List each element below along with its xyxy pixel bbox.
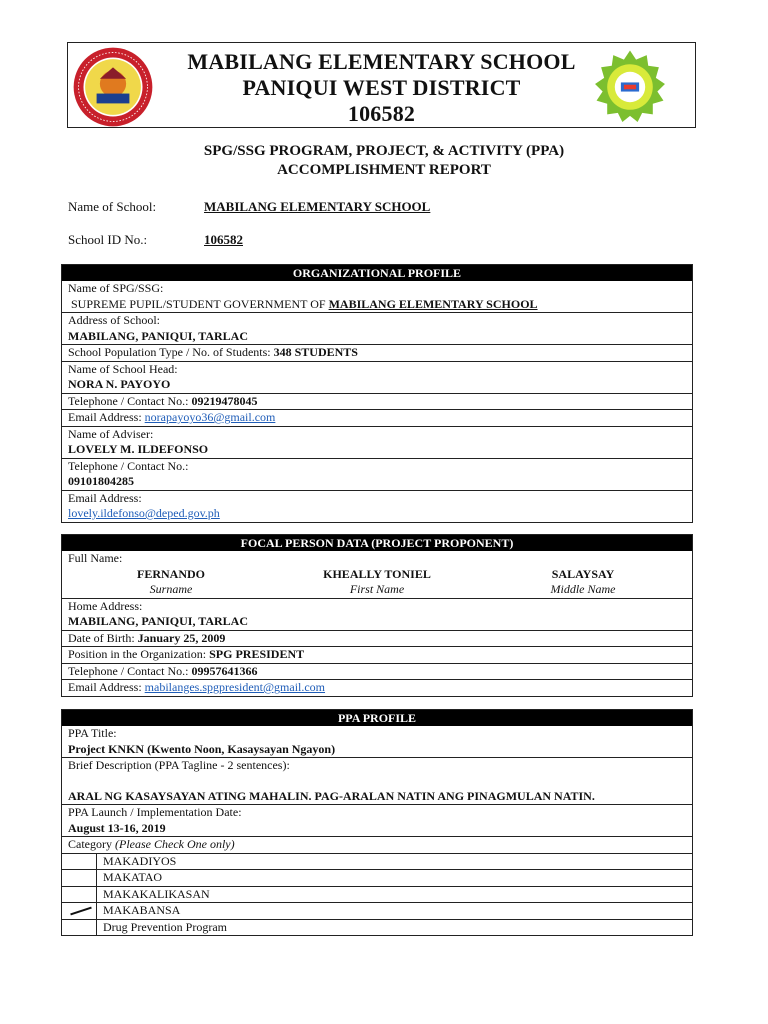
school-id-value: 106582 <box>204 232 243 247</box>
ppa-description-label-a: Brief Description ( <box>68 758 159 772</box>
adviser-email-label: Email Address: <box>68 490 142 505</box>
head-phone-row <box>62 393 692 410</box>
ppa-launch-value: August 13-16, 2019 <box>68 820 166 835</box>
adviser-phone-value: 09101804285 <box>68 474 134 488</box>
school-id-heading: 106582 <box>347 101 416 126</box>
home-address-row <box>62 598 692 630</box>
home-address-label: Home Address: <box>68 598 143 613</box>
category-checkbox[interactable] <box>62 903 97 919</box>
school-head-label: Name of School Head: <box>68 361 178 376</box>
category-label-text: MAKADIYOS <box>103 853 177 868</box>
category-checkbox[interactable] <box>62 920 97 936</box>
adviser-email-row <box>62 490 692 522</box>
organizational-profile-table <box>61 264 693 523</box>
adviser-label: Name of Adviser: <box>68 426 154 441</box>
category-checkbox[interactable] <box>62 854 97 870</box>
ppa-profile-table <box>61 709 693 936</box>
school-head-value: NORA N. PAYOYO <box>68 377 171 391</box>
full-name-row <box>62 551 692 598</box>
focal-phone-label: Telephone / Contact No.: <box>68 663 189 678</box>
position-value: SPG PRESIDENT <box>209 647 305 661</box>
adviser-row <box>62 426 692 458</box>
category-hint: (Please Check One only) <box>115 837 235 851</box>
position-label: Position in the Organization: <box>68 647 207 661</box>
school-name-label: Name of School: <box>68 199 157 214</box>
position-row <box>62 646 692 663</box>
head-phone-value: 09219478045 <box>191 393 258 408</box>
category-list <box>62 853 692 936</box>
spg-name-label: Name of SPG/SSG: <box>68 281 164 295</box>
category-label-text: MAKABANSA <box>103 903 181 917</box>
school-address-value: MABILANG, PANIQUI, TARLAC <box>68 328 249 343</box>
category-row <box>62 836 692 853</box>
focal-person-table <box>61 534 693 697</box>
middle-name-value: SALAYSAY <box>551 566 615 581</box>
report-title-line1: SPG/SSG PROGRAM, PROJECT, & ACTIVITY (PPA) <box>203 143 565 159</box>
ppa-launch-row <box>62 804 692 836</box>
focal-email-link[interactable]: mabilanges.spgpresident@gmail.com <box>144 680 326 694</box>
ppa-title-value: Project KNKN (Kwento Noon, Kasaysayan Ngayon) <box>68 741 336 756</box>
school-id-label: School ID No.: <box>68 232 148 247</box>
first-name-caption: First Name <box>349 582 405 596</box>
population-label: School Population Type / No. of Students: <box>68 345 271 359</box>
category-item <box>62 853 692 870</box>
category-item <box>62 886 692 903</box>
focal-phone-value: 09957641366 <box>191 663 258 678</box>
dob-value: January 25, 2009 <box>137 630 226 645</box>
ppa-launch-label: PPA Launch / Implementation Date: <box>68 805 242 819</box>
head-email-label: Email Address: <box>68 410 142 424</box>
adviser-phone-label: Telephone / Contact No.: <box>68 458 189 473</box>
spg-name-row <box>62 281 692 312</box>
focal-email-row <box>62 679 692 696</box>
school-address-row <box>62 312 692 344</box>
ppa-description-row <box>62 757 692 804</box>
ppa-title-row <box>62 726 692 757</box>
head-email-row <box>62 409 692 426</box>
population-row <box>62 344 692 361</box>
adviser-email-link[interactable]: lovely.ildefonso@deped.gov.ph <box>68 506 220 520</box>
ppa-description-value: ARAL NG KASAYSAYAN ATING MAHALIN. PAG-ARALAN NATIN ANG PINAGMULAN NATIN. <box>68 788 595 803</box>
first-name-value: KHEALLY TONIEL <box>323 566 431 581</box>
ppa-profile-heading: PPA PROFILE <box>62 710 692 726</box>
category-label: Category <box>68 837 112 851</box>
dob-label: Date of Birth: <box>68 630 135 645</box>
school-name-value: MABILANG ELEMENTARY SCHOOL <box>204 199 431 214</box>
category-label-text: MAKAKALIKASAN <box>103 886 210 901</box>
focal-email-label: Email Address: <box>68 680 142 694</box>
check-mark-icon <box>70 907 92 916</box>
school-name-heading: MABILANG ELEMENTARY SCHOOL <box>187 49 576 74</box>
school-head-row <box>62 361 692 393</box>
org-profile-heading: ORGANIZATIONAL PROFILE <box>62 265 692 281</box>
focal-phone-row <box>62 663 692 680</box>
school-address-label: Address of School: <box>68 313 160 327</box>
district-heading: PANIQUI WEST DISTRICT <box>242 75 521 100</box>
head-phone-label: Telephone / Contact No.: <box>68 393 189 408</box>
category-item <box>62 902 692 919</box>
middle-name-caption: Middle Name <box>550 582 616 596</box>
full-name-label: Full Name: <box>68 551 123 565</box>
dob-row <box>62 630 692 647</box>
surname-caption: Surname <box>149 582 193 596</box>
ppa-description-label-b: PPA Tagline - 2 sentences): <box>158 758 290 772</box>
deped-seal-icon <box>592 49 668 125</box>
head-email-link[interactable]: norapayoyo36@gmail.com <box>144 410 276 424</box>
category-item <box>62 869 692 886</box>
category-item <box>62 919 692 936</box>
report-title-line2: ACCOMPLISHMENT REPORT <box>277 162 491 178</box>
focal-person-heading: FOCAL PERSON DATA (PROJECT PROPONENT) <box>62 535 692 551</box>
category-checkbox[interactable] <box>62 887 97 903</box>
adviser-value: LOVELY M. ILDEFONSO <box>68 442 209 456</box>
adviser-phone-row <box>62 458 692 490</box>
spg-name-prefix: SUPREME PUPIL/STUDENT GOVERNMENT OF <box>71 296 326 311</box>
category-label-text: Drug Prevention Program <box>103 919 227 934</box>
school-header <box>67 42 696 128</box>
category-checkbox[interactable] <box>62 870 97 886</box>
surname-value: FERNANDO <box>137 566 205 581</box>
ppa-title-label: PPA Title: <box>68 726 117 740</box>
population-value: 348 STUDENTS <box>273 345 358 359</box>
spg-name-school: MABILANG ELEMENTARY SCHOOL <box>328 296 538 311</box>
home-address-value: MABILANG, PANIQUI, TARLAC <box>68 614 249 628</box>
category-label-text: MAKATAO <box>103 870 163 884</box>
